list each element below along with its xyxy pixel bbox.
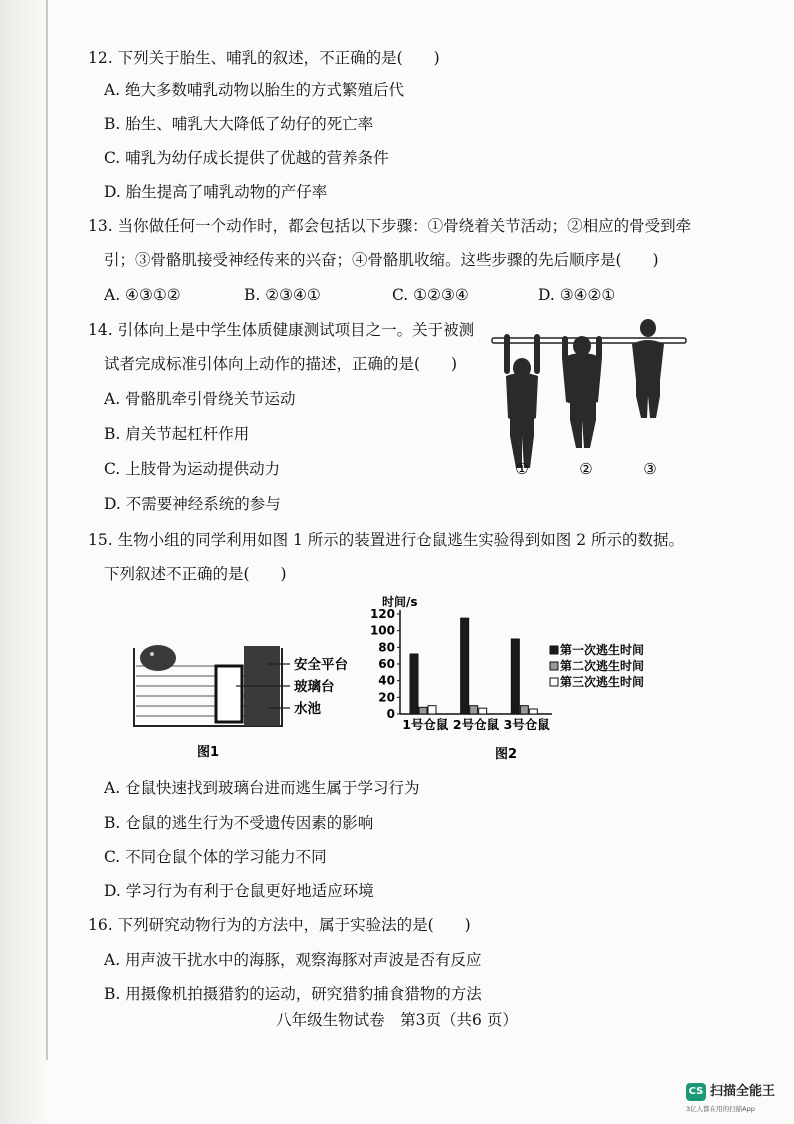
chart-x-ticks (402, 717, 550, 732)
q15-stem-line2: 下列叙述不正确的是( ) (104, 565, 287, 583)
chart-bar (419, 707, 427, 714)
q16-option-b: B. 用摄像机拍摄猎豹的运动，研究猎豹捕食猎物的方法 (104, 985, 482, 1003)
camscanner-logo-icon: CS (686, 1083, 706, 1101)
q12-option-a: A. 绝大多数哺乳动物以胎生的方式繁殖后代 (104, 81, 405, 99)
q13-option-d: D. ③④②① (538, 286, 616, 304)
chart-legend-label: 第二次逃生时间 (560, 659, 645, 673)
chart-legend-label: 第一次逃生时间 (560, 643, 645, 657)
chart-legend (550, 642, 644, 689)
pullup-figure (488, 318, 688, 490)
q12-option-c: C. 哺乳为幼仔成长提供了优越的营养条件 (104, 149, 389, 167)
chart-legend-swatch (550, 678, 558, 686)
chart-bar (461, 618, 469, 714)
figure-1-apparatus (128, 630, 368, 760)
chart-legend-label: 第三次逃生时间 (560, 675, 645, 689)
chart-y-tick-label: 80 (378, 640, 395, 655)
q13-option-c: C. ①②③④ (392, 286, 469, 304)
chart-y-tick-label: 120 (369, 607, 395, 621)
chart-bar (511, 639, 519, 714)
fig2-caption: 图2 (494, 747, 518, 762)
fig1-label-pool: 水池 (294, 701, 321, 717)
q15-option-b: B. 仓鼠的逃生行为不受遗传因素的影响 (104, 814, 374, 832)
chart-bar (520, 706, 528, 714)
q15-option-a: A. 仓鼠快速找到玻璃台进而逃生属于学习行为 (104, 779, 420, 797)
watermark-app-name: 扫描全能王 (710, 1084, 776, 1099)
pullup-person-2 (562, 336, 602, 448)
q13-option-b: B. ②③④① (244, 286, 321, 304)
chart-y-tick-label: 60 (378, 657, 395, 671)
q15-option-c: C. 不同仓鼠个体的学习能力不同 (104, 848, 327, 866)
chart-bar (479, 708, 487, 714)
scan-edge-shade (0, 0, 52, 1124)
q12-stem: 12. 下列关于胎生、哺乳的叙述，不正确的是( ) (88, 49, 440, 67)
q14-stem-line2: 试者完成标准引体向上动作的描述，正确的是( ) (104, 355, 458, 373)
chart-x-tick-label: 1号仓鼠 (402, 717, 449, 732)
hamster (140, 645, 176, 671)
pullup-label-3: ③ (643, 460, 657, 478)
q15-stem-line1: 15. 生物小组的同学利用如图 1 所示的装置进行仓鼠逃生实验得到如图 2 所示的数据。 (88, 531, 685, 549)
q14-option-d: D. 不需要神经系统的参与 (104, 495, 281, 513)
chart-x-tick-label: 3号仓鼠 (503, 717, 550, 732)
chart-bar (529, 709, 537, 714)
q14-option-a: A. 骨骼肌牵引骨绕关节运动 (104, 390, 296, 408)
glass-platform (216, 666, 242, 722)
q13-stem-line2: 引；③骨骼肌接受神经传来的兴奋；④骨骼肌收缩。这些步骤的先后顺序是( ) (104, 251, 659, 269)
q13-stem-line1: 13. 当你做任何一个动作时，都会包括以下步骤：①骨绕着关节活动；②相应的骨受到牵 (88, 217, 692, 235)
watermark-tagline: 3亿人都在用的扫描App (686, 1105, 755, 1113)
q13-option-a: A. ④③①② (104, 286, 181, 304)
chart-bar (410, 654, 418, 714)
q14-option-b: B. 肩关节起杠杆作用 (104, 425, 250, 443)
chart-y-tick-label: 20 (378, 690, 395, 705)
chart-legend-swatch (550, 646, 558, 654)
q14-option-c: C. 上肢骨为运动提供动力 (104, 460, 281, 478)
chart-y-tick-label: 0 (386, 707, 395, 721)
pullup-label-1: ① (515, 460, 529, 478)
q12-option-b: B. 胎生、哺乳大大降低了幼仔的死亡率 (104, 115, 374, 133)
chart-x-tick-label: 2号仓鼠 (452, 717, 500, 732)
chart-bar (428, 706, 436, 714)
chart-axes (400, 610, 552, 714)
pullup-person-3 (632, 319, 664, 418)
fig1-caption: 图1 (196, 745, 220, 760)
figure-2-chart (368, 592, 668, 767)
pullup-person-1 (504, 334, 540, 468)
chart-legend-swatch (550, 662, 558, 670)
chart-bar (470, 706, 478, 714)
q15-option-d: D. 学习行为有利于仓鼠更好地适应环境 (104, 882, 374, 900)
q16-option-a: A. 用声波干扰水中的海豚，观察海豚对声波是否有反应 (104, 951, 482, 969)
fig1-label-safe-platform: 安全平台 (294, 657, 348, 673)
q16-stem: 16. 下列研究动物行为的方法中，属于实验法的是( ) (88, 916, 471, 934)
chart-bars (410, 618, 537, 714)
q12-option-d: D. 胎生提高了哺乳动物的产仔率 (104, 183, 328, 201)
pullup-label-2: ② (579, 460, 593, 478)
chart-y-ticks (370, 607, 400, 721)
scan-edge-line (46, 0, 48, 1060)
page-footer: 八年级生物试卷 第3页（共6 页） (276, 1011, 518, 1029)
chart-y-tick-label: 100 (369, 623, 395, 638)
chart-y-axis-label: 时间/s (382, 595, 418, 609)
chart-y-tick-label: 40 (378, 673, 395, 688)
fig1-label-glass-platform: 玻璃台 (294, 679, 335, 695)
q14-stem-line1: 14. 引体向上是中学生体质健康测试项目之一。关于被测 (88, 321, 475, 339)
